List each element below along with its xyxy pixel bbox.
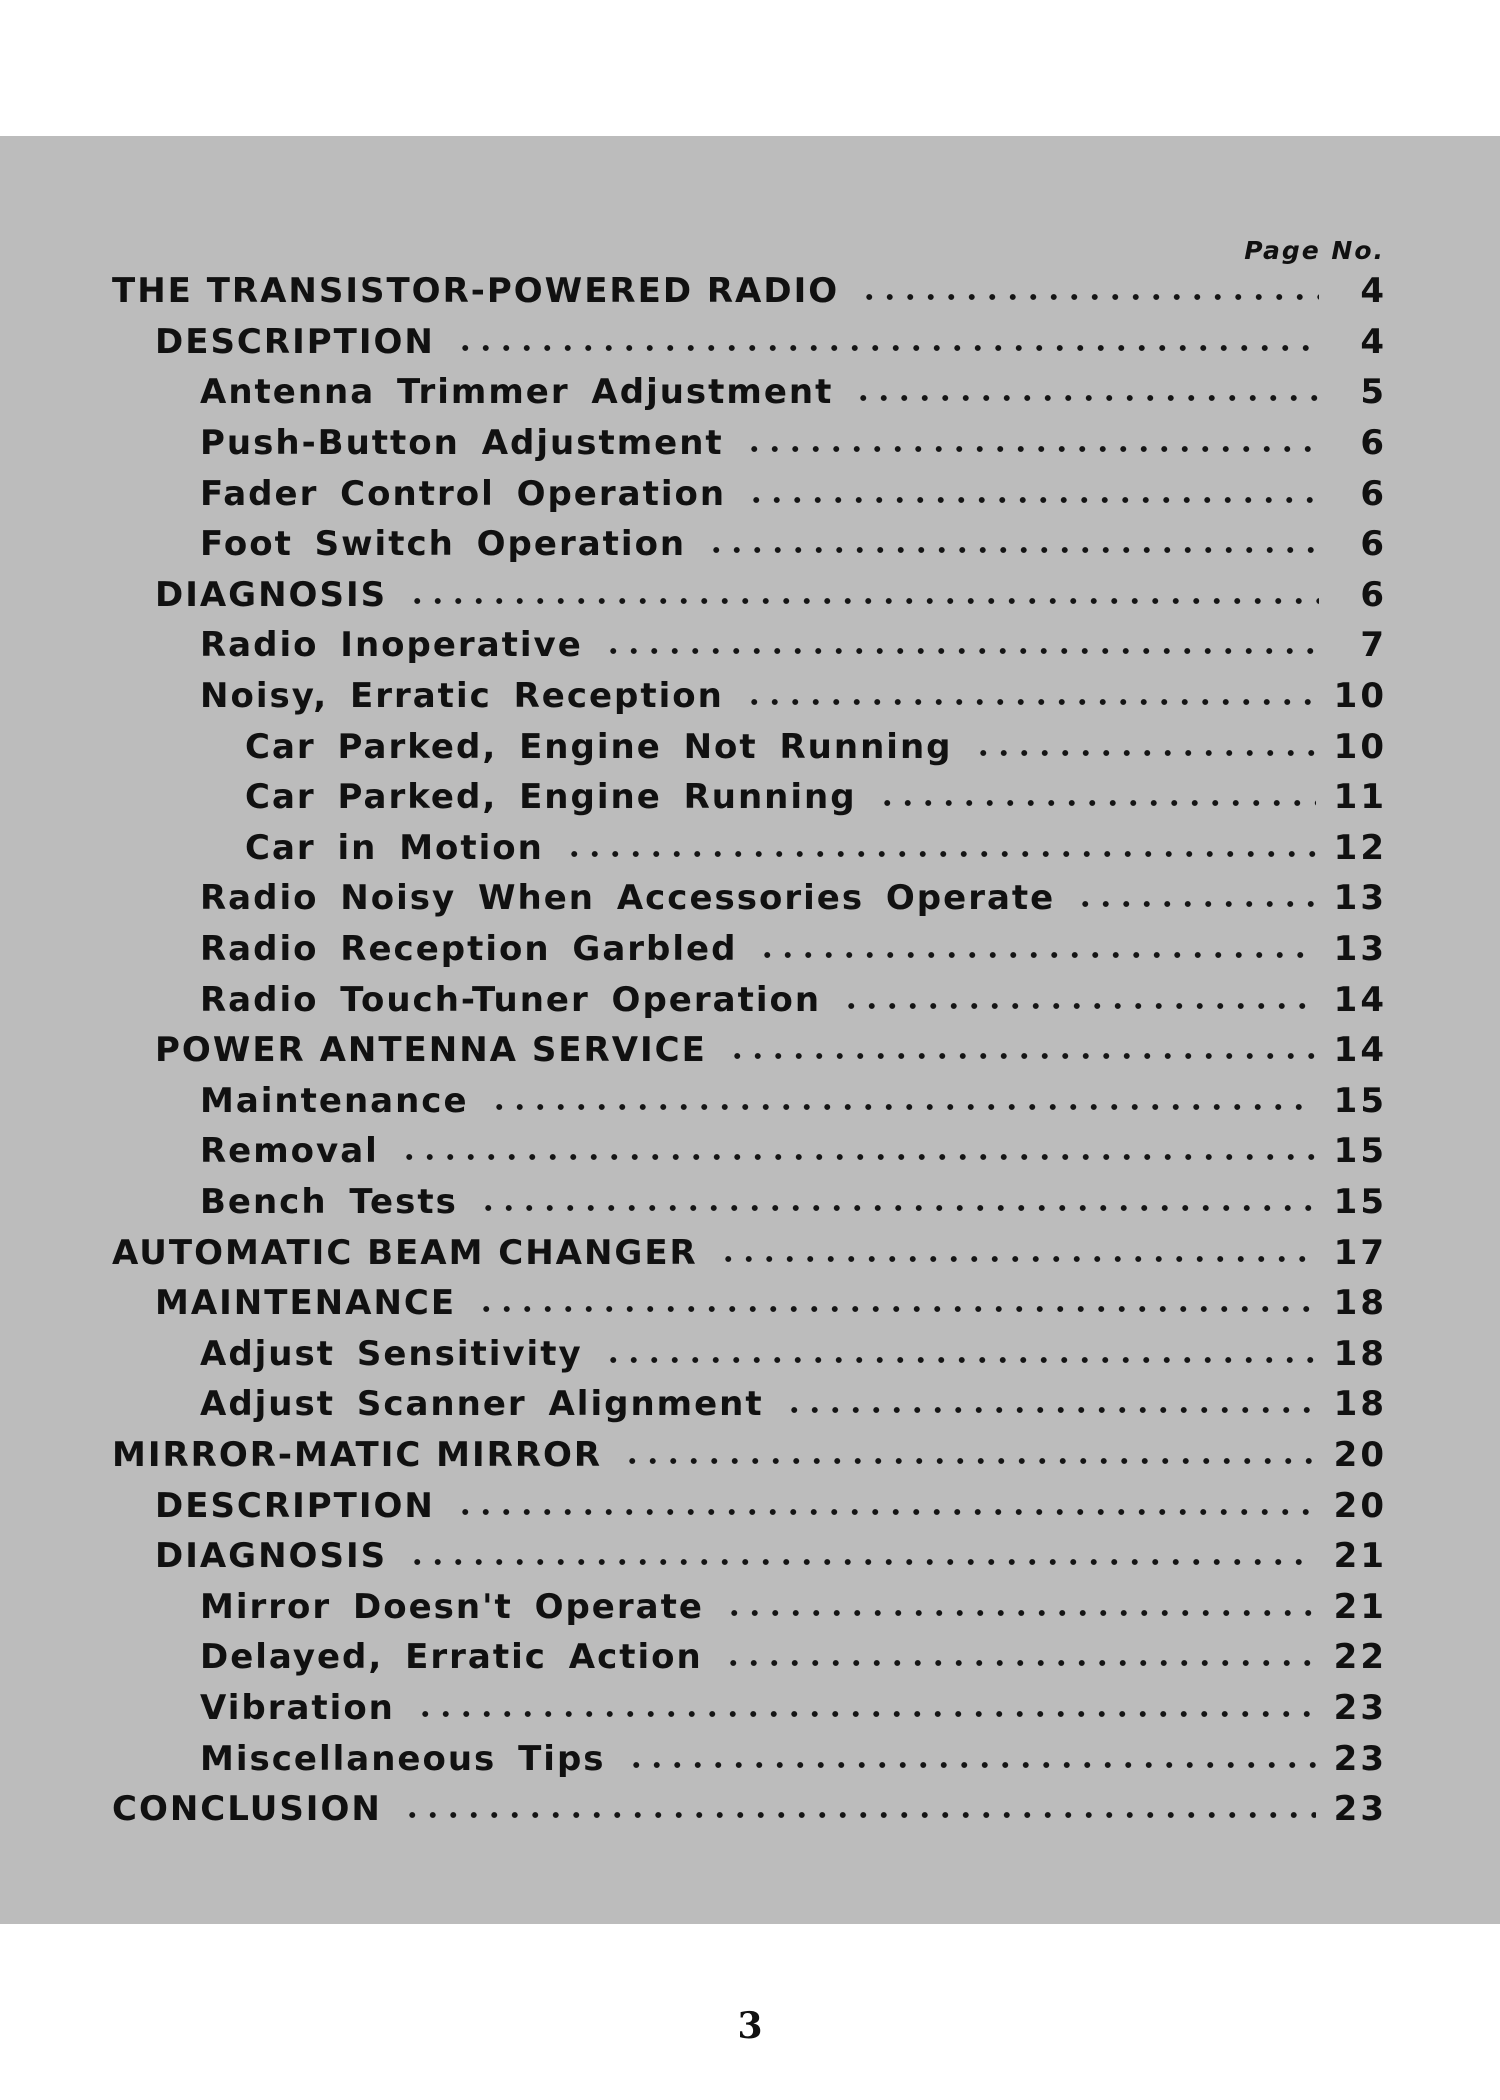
toc-entry-page-number: 13 — [1333, 878, 1387, 919]
page-no-column-header: Page No. — [1244, 236, 1385, 265]
toc-entry-page-number: 22 — [1333, 1637, 1387, 1678]
toc-entry-title: Delayed, Erratic Action — [200, 1637, 703, 1678]
toc-entry-page-number: 20 — [1333, 1434, 1387, 1475]
dot-leader — [455, 1489, 1316, 1523]
toc-entry-section — [0, 266, 1500, 317]
dot-leader — [877, 780, 1316, 814]
toc-entry-subsection — [0, 1278, 1500, 1329]
dot-leader — [603, 1337, 1316, 1371]
dot-leader — [744, 426, 1319, 460]
toc-entry-page-number: 15 — [1333, 1181, 1387, 1222]
toc-entry-subsection — [0, 317, 1500, 368]
toc-entry-title: Foot Switch Operation — [200, 524, 687, 565]
dot-leader — [744, 679, 1316, 713]
toc-entry-title: Adjust Sensitivity — [200, 1333, 583, 1374]
toc-entry-page-number: 13 — [1333, 929, 1387, 970]
toc-entry-page-number: 6 — [1360, 473, 1387, 514]
toc-entry-title: MAINTENANCE — [155, 1283, 457, 1324]
toc-entry-page-number: 6 — [1360, 574, 1387, 615]
toc-entry-title: Radio Inoperative — [200, 625, 583, 666]
toc-entry-title: Antenna Trimmer Adjustment — [200, 372, 834, 413]
toc-entry-subtopic — [0, 823, 1500, 874]
dot-leader — [407, 1539, 1316, 1573]
toc-entry-page-number: 23 — [1333, 1687, 1387, 1728]
toc-entry-subtopic — [0, 772, 1500, 823]
toc-entry-title: Adjust Scanner Alignment — [200, 1384, 764, 1425]
toc-entry-subsection — [0, 1025, 1500, 1076]
dot-leader — [1075, 881, 1315, 915]
page-number: 3 — [737, 2005, 763, 2047]
toc-entry-page-number: 15 — [1333, 1080, 1387, 1121]
toc-entry-page-number: 21 — [1333, 1586, 1387, 1627]
dot-leader — [476, 1286, 1316, 1320]
toc-entry-topic — [0, 1632, 1500, 1683]
dot-leader — [746, 477, 1319, 511]
toc-entry-topic — [0, 924, 1500, 975]
toc-entry-topic — [0, 1177, 1500, 1228]
toc-entry-title: DESCRIPTION — [155, 1485, 435, 1526]
toc-entry-topic — [0, 873, 1500, 924]
toc-entry-title: Car Parked, Engine Not Running — [245, 726, 953, 767]
toc-entry-topic — [0, 1126, 1500, 1177]
toc-entry-page-number: 17 — [1333, 1232, 1387, 1273]
toc-entry-title: POWER ANTENNA SERVICE — [155, 1030, 707, 1071]
toc-entry-topic — [0, 1733, 1500, 1784]
toc-entry-page-number: 21 — [1333, 1536, 1387, 1577]
toc-entry-topic — [0, 671, 1500, 722]
toc-entry-title: Bench Tests — [200, 1181, 458, 1222]
toc-entry-page-number: 6 — [1360, 423, 1387, 464]
dot-leader — [973, 730, 1316, 764]
toc-entry-page-number: 10 — [1333, 676, 1387, 717]
table-of-contents — [0, 266, 1500, 1834]
toc-entry-title: AUTOMATIC BEAM CHANGER — [112, 1232, 698, 1273]
toc-entry-title: DESCRIPTION — [155, 321, 435, 362]
toc-entry-page-number: 15 — [1333, 1131, 1387, 1172]
dot-leader — [718, 1236, 1316, 1270]
toc-entry-title: Mirror Doesn't Operate — [200, 1586, 704, 1627]
toc-entry-title: DIAGNOSIS — [155, 574, 388, 615]
dot-leader — [478, 1185, 1316, 1219]
toc-entry-page-number: 7 — [1360, 625, 1387, 666]
toc-entry-topic — [0, 1379, 1500, 1430]
toc-entry-title: Radio Reception Garbled — [200, 929, 738, 970]
toc-entry-title: Push-Button Adjustment — [200, 423, 724, 464]
toc-entry-page-number: 12 — [1333, 827, 1387, 868]
toc-entry-topic — [0, 1328, 1500, 1379]
toc-entry-page-number: 11 — [1333, 777, 1387, 818]
dot-leader — [622, 1438, 1316, 1472]
toc-entry-page-number: 18 — [1333, 1283, 1387, 1324]
toc-entry-section — [0, 1784, 1500, 1835]
toc-entry-page-number: 14 — [1333, 1030, 1387, 1071]
dot-leader — [402, 1792, 1316, 1826]
dot-leader — [727, 1033, 1316, 1067]
toc-entry-page-number: 18 — [1333, 1333, 1387, 1374]
toc-entry-subsection — [0, 1531, 1500, 1582]
dot-leader — [784, 1387, 1316, 1421]
toc-entry-title: Radio Noisy When Accessories Operate — [200, 878, 1056, 919]
toc-entry-title: Fader Control Operation — [200, 473, 727, 514]
toc-entry-title: Car Parked, Engine Running — [245, 777, 857, 818]
dot-leader — [564, 831, 1316, 865]
toc-entry-topic — [0, 1076, 1500, 1127]
toc-entry-topic — [0, 418, 1500, 469]
toc-entry-page-number: 20 — [1333, 1485, 1387, 1526]
dot-leader — [603, 628, 1319, 662]
toc-entry-title: Miscellaneous Tips — [200, 1738, 606, 1779]
dot-leader — [489, 1084, 1316, 1118]
toc-entry-topic — [0, 519, 1500, 570]
toc-entry-topic — [0, 1581, 1500, 1632]
toc-entry-section — [0, 1430, 1500, 1481]
toc-entry-title: MIRROR-MATIC MIRROR — [112, 1434, 603, 1475]
dot-leader — [399, 1134, 1316, 1168]
toc-entry-title: Radio Touch-Tuner Operation — [200, 979, 822, 1020]
toc-entry-topic — [0, 367, 1500, 418]
toc-entry-subsection — [0, 570, 1500, 621]
toc-entry-title: Removal — [200, 1131, 379, 1172]
dot-leader — [723, 1640, 1316, 1674]
toc-entry-page-number: 23 — [1333, 1789, 1387, 1830]
toc-entry-title: DIAGNOSIS — [155, 1536, 388, 1577]
toc-entry-topic — [0, 974, 1500, 1025]
toc-entry-page-number: 6 — [1360, 524, 1387, 565]
dot-leader — [455, 325, 1319, 359]
toc-entry-section — [0, 1227, 1500, 1278]
toc-entry-page-number: 14 — [1333, 979, 1387, 1020]
toc-entry-topic — [0, 620, 1500, 671]
toc-entry-page-number: 4 — [1360, 321, 1387, 362]
dot-leader — [757, 932, 1315, 966]
toc-entry-page-number: 10 — [1333, 726, 1387, 767]
toc-entry-page-number: 18 — [1333, 1384, 1387, 1425]
toc-entry-title: Car in Motion — [245, 827, 544, 868]
dot-leader — [626, 1742, 1316, 1776]
toc-entry-title: THE TRANSISTOR-POWERED RADIO — [112, 271, 840, 312]
toc-entry-subtopic — [0, 721, 1500, 772]
toc-entry-subsection — [0, 1480, 1500, 1531]
toc-entry-page-number: 5 — [1360, 372, 1387, 413]
toc-entry-title: CONCLUSION — [112, 1789, 382, 1830]
toc-entry-page-number: 23 — [1333, 1738, 1387, 1779]
dot-leader — [853, 375, 1319, 409]
toc-entry-topic — [0, 468, 1500, 519]
dot-leader — [706, 527, 1319, 561]
dot-leader — [415, 1691, 1316, 1725]
toc-entry-title: Noisy, Erratic Reception — [200, 676, 724, 717]
toc-entry-title: Vibration — [200, 1687, 395, 1728]
dot-leader — [407, 578, 1319, 612]
dot-leader — [724, 1590, 1316, 1624]
toc-entry-page-number: 4 — [1360, 271, 1387, 312]
dot-leader — [841, 983, 1316, 1017]
toc-entry-title: Maintenance — [200, 1080, 469, 1121]
dot-leader — [859, 274, 1319, 308]
toc-entry-topic — [0, 1683, 1500, 1734]
